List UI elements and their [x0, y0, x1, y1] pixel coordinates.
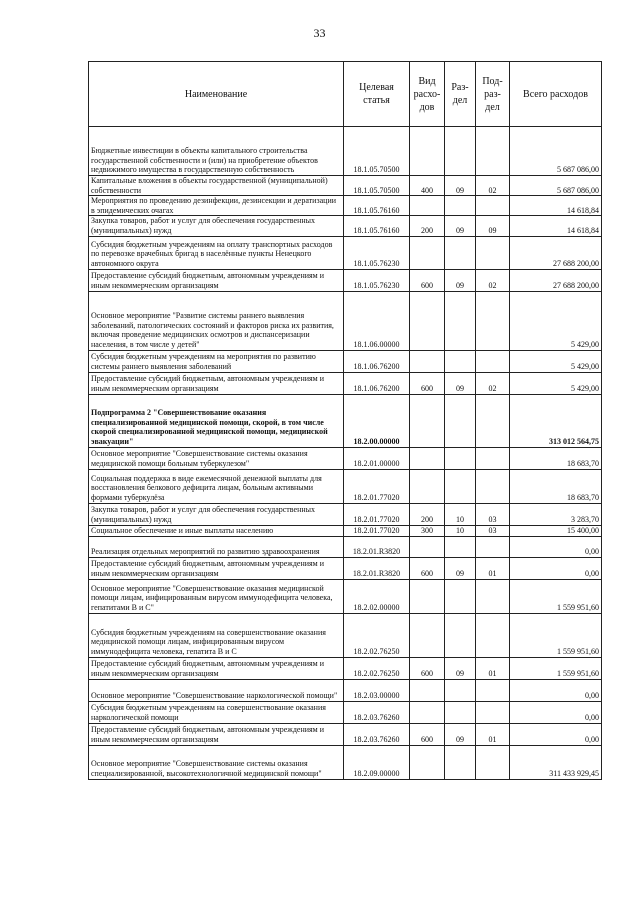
cell-subsection: [476, 679, 510, 701]
cell-total: 14 618,84: [510, 216, 602, 236]
cell-type: [410, 350, 445, 372]
table-header-row: [89, 62, 602, 127]
table-row: [89, 557, 602, 579]
table-row: [89, 525, 602, 536]
table-row: [89, 176, 602, 196]
header-subsection: Под-раз-дел: [476, 62, 510, 127]
cell-name: Бюджетные инвестиции в объекты капитального строительства государственной собственности и (или) на приобретение объектов недвижимого имущества в государственную собственность: [89, 127, 344, 176]
cell-target: 18.1.05.76160: [344, 196, 410, 216]
cell-section: 09: [445, 657, 476, 679]
cell-subsection: [476, 127, 510, 176]
cell-type: [410, 127, 445, 176]
cell-name: Мероприятия по проведению дезинфекции, дезинсекции и дератизации в эпидемических очагах: [89, 196, 344, 216]
cell-name: Субсидия бюджетным учреждениям на оплату транспортных расходов по перевозке врачебных бригад в населённые пункты Ненецкого автономного округа: [89, 236, 344, 269]
cell-type: [410, 745, 445, 779]
table-row: [89, 196, 602, 216]
cell-type: [410, 679, 445, 701]
cell-target: 18.2.00.00000: [344, 394, 410, 447]
cell-section: 10: [445, 503, 476, 525]
cell-section: [445, 536, 476, 557]
table-row: [89, 291, 602, 350]
table-row: [89, 372, 602, 394]
cell-subsection: 01: [476, 557, 510, 579]
header-target: Целевая статья: [344, 62, 410, 127]
cell-section: [445, 236, 476, 269]
cell-name: Предоставление субсидий бюджетным, автономным учреждениям и иным некоммерческим организациям: [89, 372, 344, 394]
cell-total: 5 687 086,00: [510, 127, 602, 176]
cell-subsection: 02: [476, 269, 510, 291]
cell-target: 18.1.05.70500: [344, 176, 410, 196]
cell-target: 18.1.05.76230: [344, 269, 410, 291]
cell-section: [445, 394, 476, 447]
cell-type: [410, 536, 445, 557]
cell-section: [445, 291, 476, 350]
table-row: [89, 127, 602, 176]
cell-section: 09: [445, 216, 476, 236]
cell-section: [445, 447, 476, 469]
cell-name: Подпрограмма 2 "Совершенствование оказания специализированной медицинской помощи, скорой, в том числе скорой специализированной медицинской помощи, медицинской эвакуации": [89, 394, 344, 447]
cell-name: Предоставление субсидий бюджетным, автономным учреждениям и иным некоммерческим организациям: [89, 269, 344, 291]
cell-total: 15 400,00: [510, 525, 602, 536]
cell-subsection: [476, 536, 510, 557]
cell-total: 18 683,70: [510, 469, 602, 503]
cell-name: Основное мероприятие "Совершенствование оказания медицинской помощи лицам, инфицированным вирусом иммунодефицита человека, гепатитами B и C": [89, 579, 344, 613]
cell-total: 3 283,70: [510, 503, 602, 525]
cell-total: 0,00: [510, 723, 602, 745]
cell-type: [410, 447, 445, 469]
cell-type: 600: [410, 269, 445, 291]
cell-total: 311 433 929,45: [510, 745, 602, 779]
cell-target: 18.2.03.76260: [344, 701, 410, 723]
cell-subsection: 03: [476, 503, 510, 525]
cell-type: 600: [410, 557, 445, 579]
cell-subsection: 03: [476, 525, 510, 536]
cell-type: [410, 291, 445, 350]
cell-name: Социальная поддержка в виде ежемесячной денежной выплаты для восстановления белкового дефицита лицам, больным активными формами туберкулёза: [89, 469, 344, 503]
cell-target: 18.2.01.R3820: [344, 536, 410, 557]
table-row: [89, 447, 602, 469]
table-row: [89, 536, 602, 557]
cell-name: Субсидия бюджетным учреждениям на совершенствование оказания наркологической помощи: [89, 701, 344, 723]
cell-subsection: 02: [476, 176, 510, 196]
header-type: Вид расхо-дов: [410, 62, 445, 127]
cell-section: 10: [445, 525, 476, 536]
cell-total: 0,00: [510, 679, 602, 701]
cell-section: [445, 579, 476, 613]
header-total: Всего расходов: [510, 62, 602, 127]
cell-total: 5 429,00: [510, 372, 602, 394]
cell-target: 18.2.02.00000: [344, 579, 410, 613]
cell-target: 18.2.01.R3820: [344, 557, 410, 579]
cell-subsection: [476, 350, 510, 372]
cell-section: 09: [445, 269, 476, 291]
cell-total: 0,00: [510, 536, 602, 557]
cell-type: 400: [410, 176, 445, 196]
cell-total: 18 683,70: [510, 447, 602, 469]
cell-subsection: [476, 579, 510, 613]
cell-section: [445, 745, 476, 779]
page-number: 33: [313, 26, 326, 40]
cell-total: 0,00: [510, 557, 602, 579]
cell-total: 27 688 200,00: [510, 269, 602, 291]
cell-type: 300: [410, 525, 445, 536]
cell-section: 09: [445, 557, 476, 579]
table-row: [89, 679, 602, 701]
cell-total: 1 559 951,60: [510, 613, 602, 657]
cell-total: 5 429,00: [510, 291, 602, 350]
table-row: [89, 745, 602, 779]
table-row: [89, 350, 602, 372]
cell-section: [445, 196, 476, 216]
cell-total: 5 687 086,00: [510, 176, 602, 196]
cell-subsection: 09: [476, 216, 510, 236]
table-row: [89, 216, 602, 236]
table-row: [89, 469, 602, 503]
header-section: Раз-дел: [445, 62, 476, 127]
cell-target: 18.1.05.70500: [344, 127, 410, 176]
cell-total: 5 429,00: [510, 350, 602, 372]
cell-subsection: [476, 745, 510, 779]
cell-type: [410, 469, 445, 503]
cell-name: Реализация отдельных мероприятий по развитию здравоохранения: [89, 536, 344, 557]
cell-total: 0,00: [510, 701, 602, 723]
cell-name: Основное мероприятие "Развитие системы раннего выявления заболеваний, патологических состояний и факторов риска их развития, включая проведение медицинских осмотров и диспансеризации населения, в том числе у детей": [89, 291, 344, 350]
cell-subsection: [476, 394, 510, 447]
cell-type: [410, 236, 445, 269]
expenditure-table: [88, 61, 602, 780]
table-row: [89, 657, 602, 679]
cell-type: 200: [410, 503, 445, 525]
cell-section: 09: [445, 372, 476, 394]
table-row: [89, 503, 602, 525]
cell-subsection: [476, 447, 510, 469]
cell-section: [445, 127, 476, 176]
cell-type: [410, 579, 445, 613]
header-name: Наименование: [89, 62, 344, 127]
cell-subsection: 01: [476, 723, 510, 745]
cell-subsection: [476, 196, 510, 216]
cell-section: [445, 613, 476, 657]
cell-target: 18.2.01.00000: [344, 447, 410, 469]
cell-type: [410, 613, 445, 657]
cell-subsection: [476, 469, 510, 503]
table-row: [89, 269, 602, 291]
cell-name: Капитальные вложения в объекты государственной (муниципальной) собственности: [89, 176, 344, 196]
cell-type: 600: [410, 723, 445, 745]
cell-name: Предоставление субсидий бюджетным, автономным учреждениям и иным некоммерческим организациям: [89, 557, 344, 579]
cell-target: 18.2.02.76250: [344, 657, 410, 679]
cell-target: 18.2.09.00000: [344, 745, 410, 779]
cell-name: Основное мероприятие "Совершенствование системы оказания специализированной, высокотехнологичной медицинской помощи": [89, 745, 344, 779]
cell-subsection: 01: [476, 657, 510, 679]
cell-section: 09: [445, 176, 476, 196]
table-row: [89, 723, 602, 745]
cell-target: 18.1.05.76230: [344, 236, 410, 269]
cell-name: Закупка товаров, работ и услуг для обеспечения государственных (муниципальных) нужд: [89, 216, 344, 236]
cell-name: Предоставление субсидий бюджетным, автономным учреждениям и иным некоммерческим организациям: [89, 657, 344, 679]
cell-target: 18.1.05.76160: [344, 216, 410, 236]
cell-name: Закупка товаров, работ и услуг для обеспечения государственных (муниципальных) нужд: [89, 503, 344, 525]
cell-target: 18.2.03.00000: [344, 679, 410, 701]
cell-target: 18.1.06.76200: [344, 372, 410, 394]
cell-subsection: [476, 236, 510, 269]
cell-total: 313 012 564,75: [510, 394, 602, 447]
cell-subsection: [476, 613, 510, 657]
cell-type: 600: [410, 372, 445, 394]
cell-total: 27 688 200,00: [510, 236, 602, 269]
cell-type: 600: [410, 657, 445, 679]
cell-name: Социальное обеспечение и иные выплаты населению: [89, 525, 344, 536]
table-body: [89, 127, 602, 780]
cell-subsection: 02: [476, 372, 510, 394]
cell-name: Субсидия бюджетным учреждениям на совершенствование оказания медицинской помощи лицам, инфицированным вирусом иммунодефицита человека, гепатита B и C: [89, 613, 344, 657]
cell-section: [445, 701, 476, 723]
cell-type: [410, 701, 445, 723]
cell-name: Предоставление субсидий бюджетным, автономным учреждениям и иным некоммерческим организациям: [89, 723, 344, 745]
cell-target: 18.2.03.76260: [344, 723, 410, 745]
cell-type: 200: [410, 216, 445, 236]
cell-name: Основное мероприятие "Совершенствование системы оказания медицинской помощи больным туберкулезом": [89, 447, 344, 469]
table-row: [89, 394, 602, 447]
cell-target: 18.2.01.77020: [344, 469, 410, 503]
cell-target: 18.1.06.00000: [344, 291, 410, 350]
cell-name: Субсидия бюджетным учреждениям на мероприятия по развитию системы раннего выявления заболеваний: [89, 350, 344, 372]
table-row: [89, 701, 602, 723]
cell-target: 18.1.06.76200: [344, 350, 410, 372]
cell-section: [445, 469, 476, 503]
cell-total: 1 559 951,60: [510, 657, 602, 679]
cell-section: 09: [445, 723, 476, 745]
table-row: [89, 613, 602, 657]
cell-type: [410, 196, 445, 216]
cell-target: 18.2.01.77020: [344, 503, 410, 525]
cell-total: 1 559 951,60: [510, 579, 602, 613]
cell-section: [445, 350, 476, 372]
cell-subsection: [476, 701, 510, 723]
cell-type: [410, 394, 445, 447]
cell-name: Основное мероприятие "Совершенствование наркологической помощи": [89, 679, 344, 701]
cell-section: [445, 679, 476, 701]
table-row: [89, 236, 602, 269]
cell-target: 18.2.02.76250: [344, 613, 410, 657]
cell-target: 18.2.01.77020: [344, 525, 410, 536]
table-row: [89, 579, 602, 613]
cell-subsection: [476, 291, 510, 350]
cell-total: 14 618,84: [510, 196, 602, 216]
